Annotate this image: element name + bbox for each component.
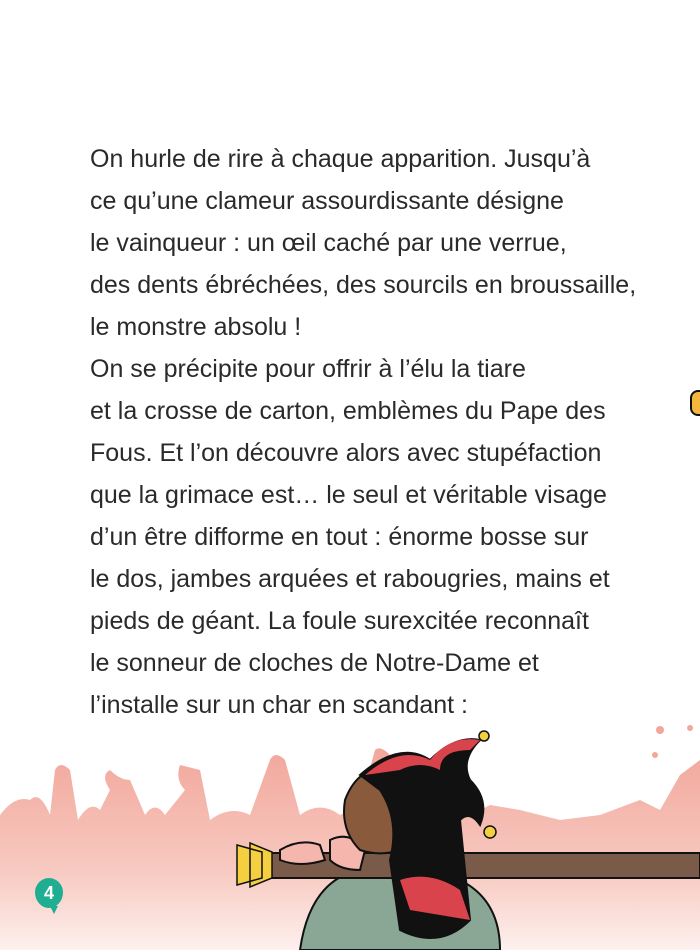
bell — [479, 731, 489, 741]
text-line: le monstre absolu ! — [90, 313, 302, 341]
text-line: des dents ébréchées, des sourcils en broussaille, — [90, 271, 637, 299]
illustration-edge-fragment — [690, 390, 700, 416]
text-line: ce qu’une clameur assourdissante désigne — [90, 187, 564, 215]
text-line: le dos, jambes arquées et rabougries, mains et — [90, 565, 610, 593]
bell — [484, 826, 496, 838]
text-line: On se précipite pour offrir à l’élu la tiare — [90, 355, 526, 383]
text-line: et la crosse de carton, emblèmes du Pape des — [90, 397, 606, 425]
text-line: pieds de géant. La foule surexcitée reconnaît — [90, 607, 589, 635]
text-line: que la grimace est… le seul et véritable visage — [90, 481, 607, 509]
text-line: On hurle de rire à chaque apparition. Jusqu’à — [90, 145, 591, 173]
text-line: le vainqueur : un œil caché par une verrue, — [90, 229, 567, 257]
page-number-badge: 4 — [35, 878, 63, 908]
text-line: d’un être difforme en tout : énorme bosse sur — [90, 523, 589, 551]
body-text — [90, 138, 650, 726]
crowd-jester-illustration — [0, 720, 700, 950]
text-line: le sonneur de cloches de Notre-Dame et — [90, 649, 539, 677]
text-line: l’installe sur un char en scandant : — [90, 691, 468, 719]
staff-tassel — [237, 843, 272, 887]
text-line: Fous. Et l’on découvre alors avec stupéfaction — [90, 439, 602, 467]
